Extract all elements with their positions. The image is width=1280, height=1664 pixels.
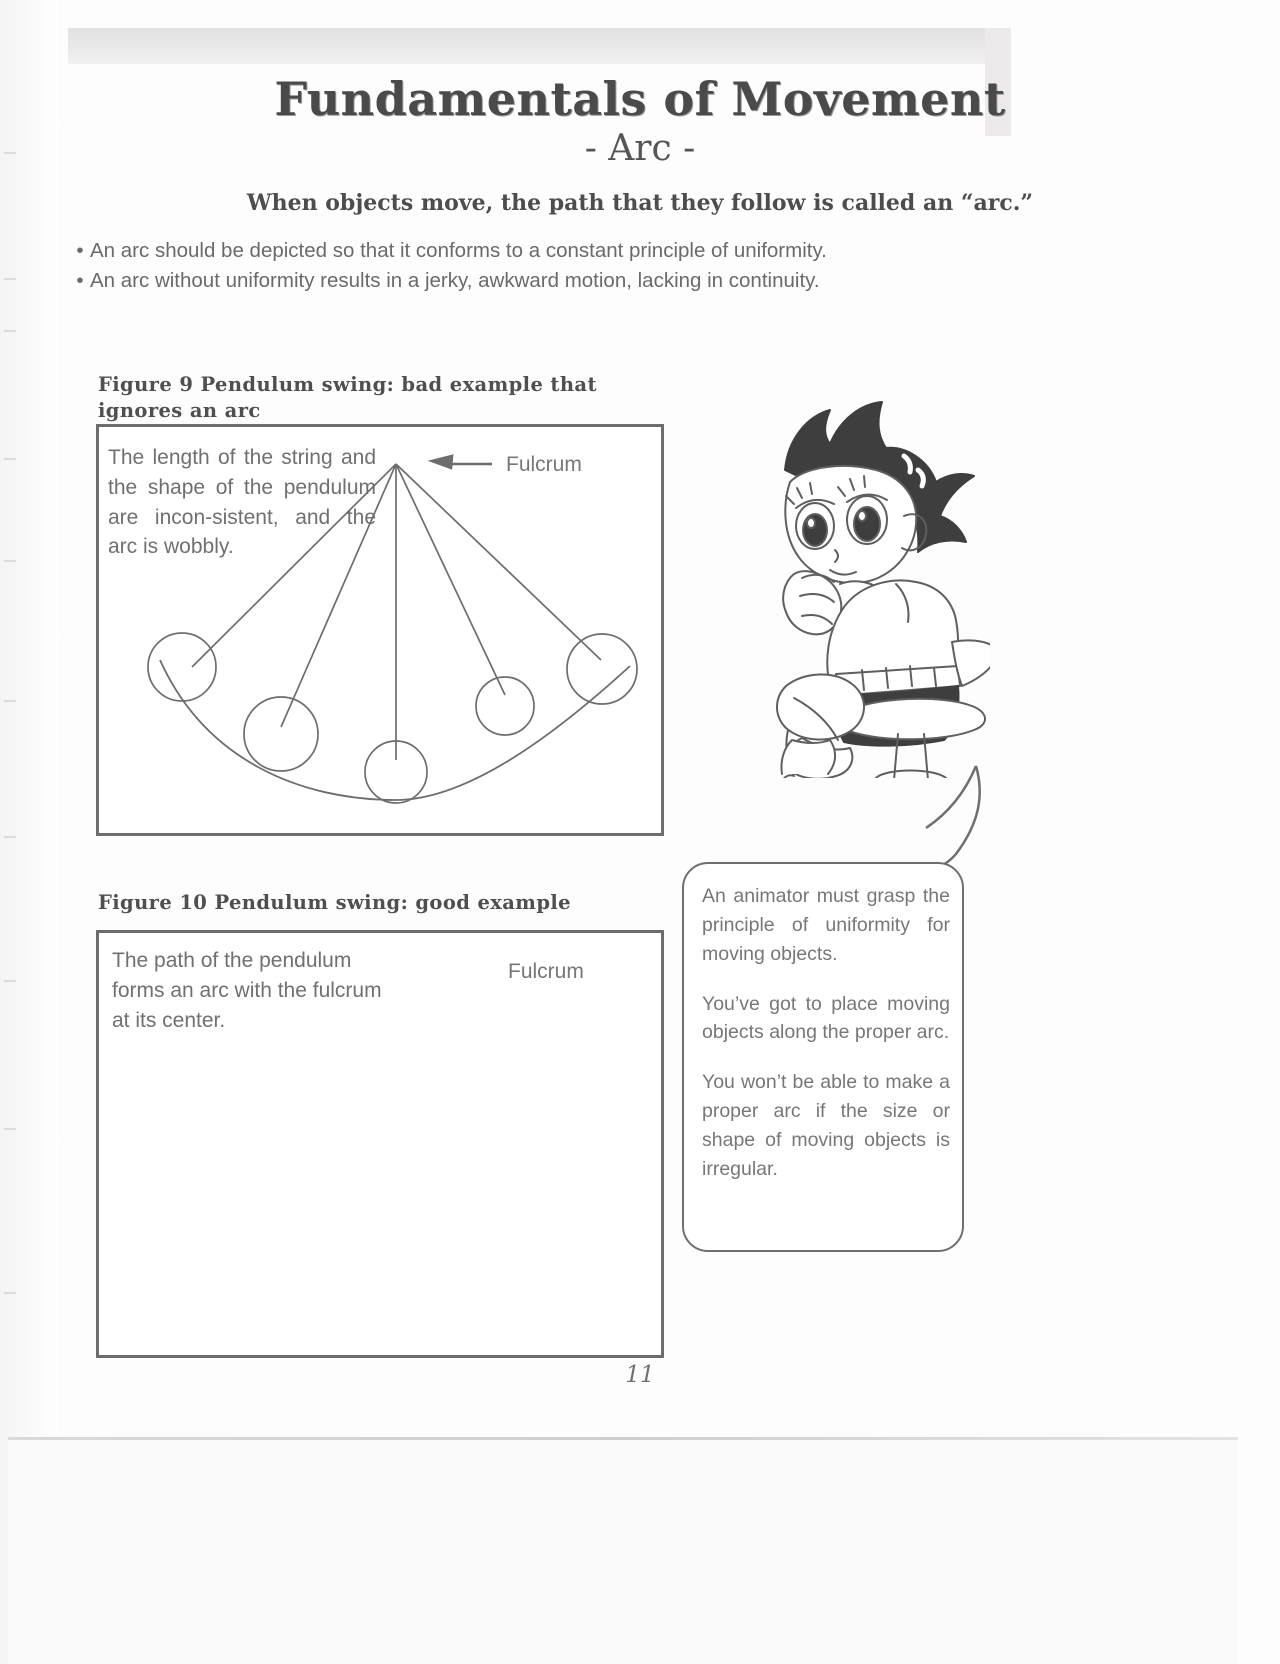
speech-paragraph: An animator must grasp the principle of uniformity for moving objects. xyxy=(702,885,950,965)
figure-9-body-text: The length of the string and the shape of the pendulum are incon-sistent, and the arc is wobbly. xyxy=(108,446,376,559)
list-item-label: An arc without uniformity results in a jerky, awkward motion, lacking in continuity. xyxy=(90,268,820,292)
figure-10-body-text: The path of the pendulum forms an arc with the fulcrum at its center. xyxy=(112,949,382,1032)
figure-10-fulcrum-label: Fulcrum xyxy=(508,960,584,983)
margin-mark xyxy=(4,330,16,332)
scan-bottom-margin xyxy=(8,1440,1238,1664)
astro-boy-illustration xyxy=(690,378,990,778)
scan-edge-artifact xyxy=(0,0,58,1664)
page-number: 11 xyxy=(625,1362,655,1388)
speech-paragraph: You won’t be able to make a proper arc if the size or shape of moving objects is irregular. xyxy=(702,1071,950,1180)
speech-bubble-text xyxy=(702,882,950,1184)
list-item xyxy=(70,266,970,296)
margin-mark xyxy=(4,278,16,280)
bullet-list xyxy=(70,236,970,295)
page-title: Fundamentals of Movement xyxy=(274,72,1006,126)
page-subtitle: - Arc - xyxy=(584,128,696,169)
astro-boy-icon xyxy=(690,378,990,778)
bullet-marker: • xyxy=(76,239,84,262)
figure-9-fulcrum-label: Fulcrum xyxy=(506,453,582,476)
margin-mark xyxy=(4,458,16,460)
list-item xyxy=(70,236,970,266)
figure-9-caption: Figure 9 Pendulum swing: bad example that ignores an arc xyxy=(98,373,597,423)
figure-10-caption: Figure 10 Pendulum swing: good example xyxy=(98,891,571,914)
margin-mark xyxy=(4,1128,16,1130)
margin-mark xyxy=(4,560,16,562)
scan-band-artifact-top xyxy=(68,28,1008,64)
margin-mark xyxy=(4,836,16,838)
tagline: When objects move, the path that they follow is called an “arc.” xyxy=(246,190,1034,216)
margin-mark xyxy=(4,1292,16,1294)
speech-paragraph: You’ve got to place moving objects along the proper arc. xyxy=(702,992,950,1044)
margin-mark xyxy=(4,980,16,982)
list-item-label: An arc should be depicted so that it conforms to a constant principle of uniformity. xyxy=(90,239,827,262)
margin-mark xyxy=(4,700,16,702)
bullet-marker: • xyxy=(76,268,84,292)
